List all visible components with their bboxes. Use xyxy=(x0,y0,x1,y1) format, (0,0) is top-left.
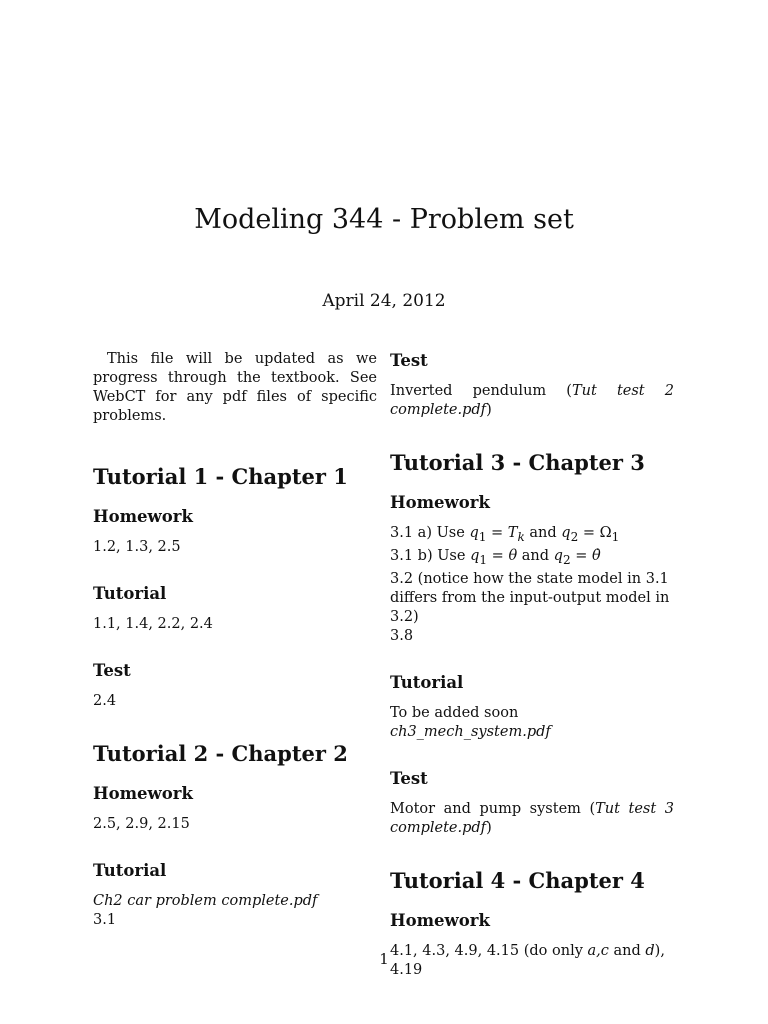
t3-test-label: Motor and pump system ( xyxy=(390,800,596,817)
t1-homework-text: 1.2, 1.3, 2.5 xyxy=(93,539,181,555)
t3-test-file: Tut test 3 complete.pdf xyxy=(390,800,674,836)
t3-homework-line3: 3.2 (notice how the state model in 3.1 differs from the input-output model in 3.2) xyxy=(390,570,670,625)
t3-tutorial-text xyxy=(390,704,674,742)
t3-test-heading: Test xyxy=(390,768,428,788)
t3-test-text xyxy=(390,800,674,838)
t2-homework-text: 2.5, 2.9, 2.15 xyxy=(93,816,190,832)
right-column xyxy=(390,350,674,980)
t3-test-close: ) xyxy=(486,819,492,836)
tutorial-4-heading: Tutorial 4 - Chapter 4 xyxy=(390,867,645,893)
tutorial-2-heading: Tutorial 2 - Chapter 2 xyxy=(93,741,348,766)
page-number: 1 xyxy=(379,950,389,968)
t4-hw-d: d xyxy=(645,942,655,959)
t4-hw-suffix: ), 4.19 xyxy=(390,942,665,978)
t2-homework-heading: Homework xyxy=(93,784,193,803)
t2-tutorial-heading: Tutorial xyxy=(93,861,167,880)
t2-test-file: Tut test 2 complete.pdf xyxy=(390,383,674,418)
t1-test-text: 2.4 xyxy=(93,693,117,709)
t2-test-label: Inverted pendulum ( xyxy=(390,383,572,399)
t1-homework-heading: Homework xyxy=(93,507,193,526)
t3-tutorial-label: To be added soon xyxy=(390,704,519,721)
t2-test-heading: Test xyxy=(390,351,428,370)
t3-tutorial-file: ch3_mech_system.pdf xyxy=(390,723,551,740)
t2-test-close: ) xyxy=(486,402,492,418)
document-date: April 24, 2012 xyxy=(322,291,446,311)
t4-hw-and: and xyxy=(608,942,646,959)
t4-hw-prefix: 4.1, 4.3, 4.9, 4.15 (do only xyxy=(390,942,588,959)
t1-test-heading: Test xyxy=(93,661,131,680)
t3-homework-line4: 3.8 xyxy=(390,627,414,644)
tutorial-3-heading: Tutorial 3 - Chapter 3 xyxy=(390,450,645,475)
t4-hw-vars: a,c xyxy=(587,942,609,959)
t2-test-text xyxy=(390,382,674,420)
t3-homework-line2: 3.1 b) Use $q_1 = \theta$ and $q_2$ = θ̇ xyxy=(390,547,601,567)
t3-hw2-prefix: 3.1 b) Use xyxy=(390,547,471,564)
left-column xyxy=(93,350,377,930)
t1-tutorial-text: 1.1, 1.4, 2.2, 2.4 xyxy=(93,616,213,632)
intro-paragraph: This file will be updated as we progress through the textbook. See WebCT for any pdf files of specific problems. xyxy=(93,351,377,424)
t2-tutorial-file: Ch2 car problem complete.pdf xyxy=(93,893,318,909)
t3-tutorial-heading: Tutorial xyxy=(390,672,464,692)
t2-tutorial-extra: 3.1 xyxy=(93,912,117,928)
document-title: Modeling 344 - Problem set xyxy=(194,204,574,235)
t4-homework-heading: Homework xyxy=(390,910,490,930)
t3-homework-line1: 3.1 a) Use $q_1 = T_k$ and $q_2 = \Omega_1$ xyxy=(390,525,620,544)
t1-tutorial-heading: Tutorial xyxy=(93,584,167,603)
t3-hw1-prefix: 3.1 a) Use xyxy=(390,525,470,541)
tutorial-1-heading: Tutorial 1 - Chapter 1 xyxy=(93,464,348,489)
t3-homework-heading: Homework xyxy=(390,493,490,512)
